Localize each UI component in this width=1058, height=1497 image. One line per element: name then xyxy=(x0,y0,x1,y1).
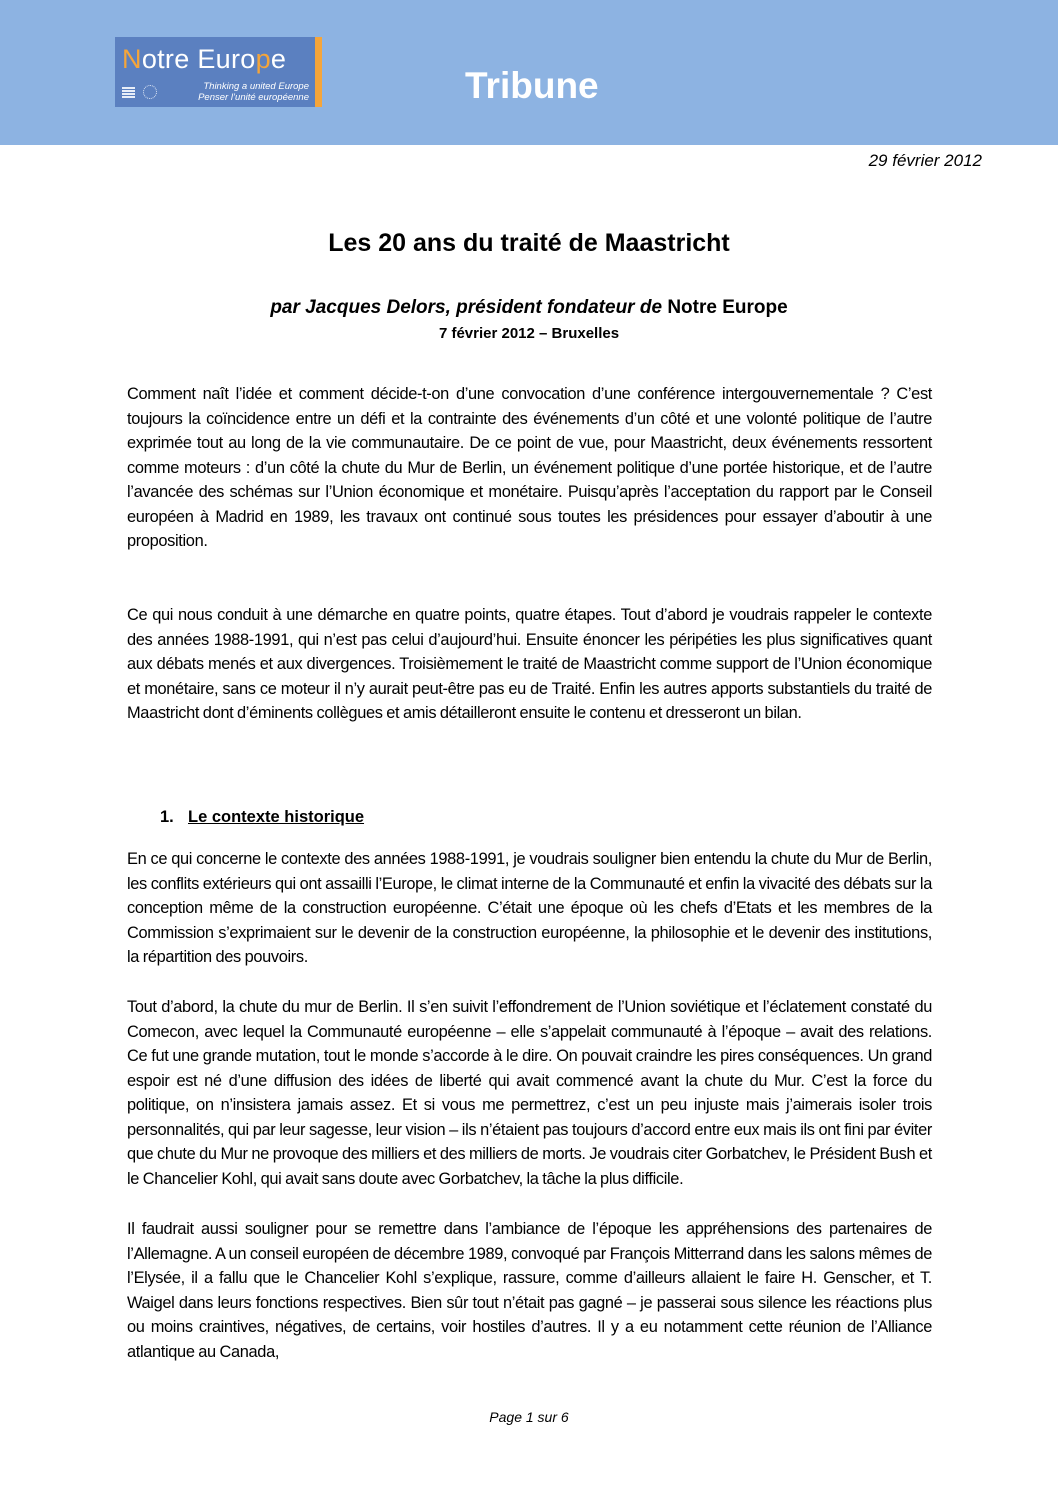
logo-tagline xyxy=(198,81,309,103)
paragraph-partners: Il faudrait aussi souligner pour se remettre dans l’ambiance de l’époque les appréhensions des partenaires de l’Allemagne. A un conseil européen de décembre 1989, convoqué par François Mitterrand dans les salons mêmes de l’Elysée, il a fallu que le Chancelier Kohl s’explique, rassure, comme d’ailleurs allaient le faire H. Genscher, et T. Waigel dans leurs fonctions respectives. Bien sûr tout n’était pas gagné – je passerai sous silence les réactions plus ou moins craintives, négatives, de certains, voir hostiles d’autres. Il y a eu notamment cette réunion de l’Alliance atlantique au Canada, xyxy=(127,1220,932,1361)
page-title: Les 20 ans du traité de Maastricht xyxy=(328,229,730,257)
section-title: Le contexte historique xyxy=(188,808,365,826)
paragraph-context: En ce qui concerne le contexte des années 1988-1991, je voudrais souligner bien entendu la chute du Mur de Berlin, les conflits extérieurs qui ont assailli l’Europe, le climat interne de la Communauté et enfin la vivacité des débats sur la conception même de la construction européenne. C’était une époque où les chefs d’Etats et les membres de la Commission s’exprimaient sur le devenir de la construction européenne, la philosophie et le devenir des institutions, la répartition des pouvoirs. xyxy=(127,850,932,966)
eu-stars-icon xyxy=(143,85,157,99)
section-heading xyxy=(160,806,364,828)
page-number: Page 1 sur 6 xyxy=(489,1409,569,1425)
logo-tagline-fr: Penser l’unité européenne xyxy=(198,92,309,103)
logo-title-accent: p xyxy=(255,44,271,74)
logo-title-end: e xyxy=(270,44,287,74)
section-label: Tribune xyxy=(465,65,599,106)
byline xyxy=(0,296,1058,320)
logo-title xyxy=(122,44,286,74)
header-band xyxy=(0,0,1058,145)
byline-author: par Jacques Delors, président fondateur de xyxy=(270,297,668,318)
paragraph-berlin: Tout d’abord, la chute du mur de Berlin. Il s’en suivit l’effondrement de l’Union soviétique et l’éclatement constaté du Comecon, avec lequel la Communauté européenne – elle s’appelait communauté à l’époque – avait des relations. Ce fut une grande mutation, tout le monde s’accorde à le dire. On pouvait craindre les pires conséquences. Un grand espoir est né d’une diffusion des idées de liberté qui avait commencé avant la chute du Mur. C’est la force du politique, on n’insistera jamais assez. Et si vous me permettrez, c’est un peu injuste mais j’aimerais isoler trois personnalités, qui par leur sagesse, leur vision – ils n’étaient pas toujours d’accord entre eux mais ils ont fini par éviter que chute du Mur ne provoque des milliers et des milliers de morts. Je voudrais citer Gorbatchev, le Président Bush et le Chancelier Kohl, qui avait sans doute avec Gorbatchev, la tâche la plus difficile. xyxy=(127,998,932,1188)
byline-org: Notre Europe xyxy=(667,297,788,318)
document-icon xyxy=(122,87,135,99)
logo-title-mid: otre Euro xyxy=(141,44,256,74)
logo-accent-bar xyxy=(315,37,322,107)
logo-tagline-en: Thinking a united Europe xyxy=(203,81,309,92)
paragraph-outline: Ce qui nous conduit à une démarche en quatre points, quatre étapes. Tout d’abord je voudrais rappeler le contexte des années 1988-1991, qui n’est pas celui d’aujourd’hui. Ensuite énoncer les péripéties les plus significatives quant aux débats menés et aux divergences. Troisièmement le traité de Maastricht comme support de l’Union économique et monétaire, sans ce moteur il n’y aurait peut-être pas eu de Traité. Enfin les autres apports substantiels du traité de Maastricht dont d’éminents collègues et amis détailleront ensuite le contenu et dresseront un bilan. xyxy=(127,606,932,722)
notre-europe-logo xyxy=(115,37,315,107)
section-number: 1. xyxy=(160,808,174,826)
place-date: 7 février 2012 – Bruxelles xyxy=(438,325,620,342)
paragraph-intro: Comment naît l’idée et comment décide-t-on d’une convocation d’une conférence intergouvernementale ? C’est toujours la coïncidence entre un défi et la contrainte des événements d’un côté et une volonté politique de l’autre exprimée tout au long de la vie communautaire. De ce point de vue, pour Maastricht, deux événements ressortent comme moteurs : d’un côté la chute du Mur de Berlin, un événement politique d’une portée historique, et de l’autre l’avancée des schémas sur l’Union économique et monétaire. Puisqu’après l’acceptation du rapport par le Conseil européen à Madrid en 1989, les travaux ont continué sous toutes les présidences pour essayer d’aboutir à une proposition. xyxy=(127,385,932,550)
logo-title-initial: N xyxy=(122,44,142,74)
publication-date: 29 février 2012 xyxy=(868,151,982,170)
